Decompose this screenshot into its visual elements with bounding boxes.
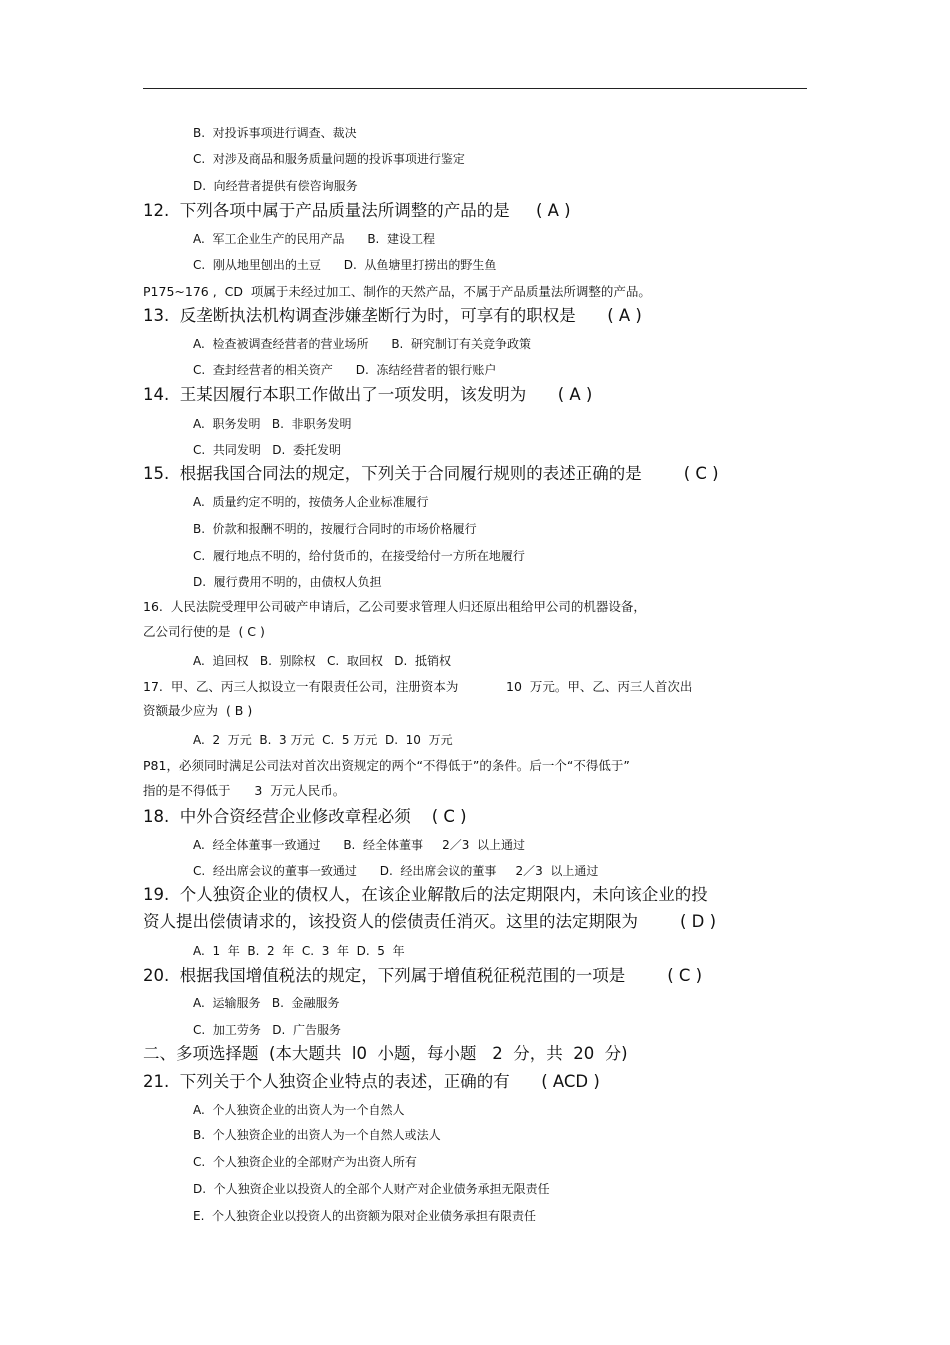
option-line: A. 追回权 B. 别除权 C. 取回权 D. 抵销权: [193, 654, 451, 668]
option-line: B. 对投诉事项进行调查、裁决: [193, 126, 357, 140]
option-line: C. 加工劳务 D. 广告服务: [193, 1023, 341, 1037]
option-line: D. 履行费用不明的，由债权人负担: [193, 575, 382, 589]
question-line: 19. 个人独资企业的债权人，在该企业解散后的法定期限内，未向该企业的投: [143, 885, 708, 904]
question-line: 21. 下列关于个人独资企业特点的表述，正确的有 ( ACD ): [143, 1072, 600, 1091]
option-line: A. 职务发明 B. 非职务发明: [193, 417, 352, 431]
option-line: E. 个人独资企业以投资人的出资额为限对企业债务承担有限责任: [193, 1209, 537, 1223]
option-line: A. 2 万元 B. 3 万元 C. 5 万元 D. 10 万元: [193, 733, 453, 747]
option-line: A. 1 年 B. 2 年 C. 3 年 D. 5 年: [193, 944, 405, 958]
option-line: A. 质量约定不明的，按债务人企业标准履行: [193, 495, 429, 509]
question-line: 资额最少应为 ( B ): [143, 703, 253, 718]
note-line: P81，必须同时满足公司法对首次出资规定的两个“不得低于”的条件。后一个“不得低于”: [143, 758, 630, 773]
note-line: 指的是不得低于 3 万元人民币。: [143, 783, 346, 798]
option-line: A. 个人独资企业的出资人为一个自然人: [193, 1103, 405, 1117]
option-line: C. 刚从地里刨出的土豆 D. 从鱼塘里打捞出的野生鱼: [193, 258, 497, 272]
header-rule: [143, 88, 807, 89]
question-line: 13. 反垄断执法机构调查涉嫌垄断行为时，可享有的职权是 ( A ): [143, 306, 642, 325]
option-line: C. 共同发明 D. 委托发明: [193, 443, 341, 457]
option-line: A. 军工企业生产的民用产品 B. 建设工程: [193, 232, 436, 246]
note-line: P175~176 , CD 项属于未经过加工、制作的天然产品，不属于产品质量法所调整的产品。: [143, 284, 651, 299]
question-line: 20. 根据我国增值税法的规定，下列属于增值税征税范围的一项是 ( C ): [143, 966, 703, 985]
option-line: B. 个人独资企业的出资人为一个自然人或法人: [193, 1128, 441, 1142]
question-line: 17. 甲、乙、丙三人拟设立一有限责任公司，注册资本为 10 万元。甲、乙、丙三人首次出: [143, 679, 693, 694]
option-line: D. 个人独资企业以投资人的全部个人财产对企业债务承担无限责任: [193, 1182, 550, 1196]
option-line: C. 履行地点不明的，给付货币的，在接受给付一方所在地履行: [193, 549, 525, 563]
question-line: 16. 人民法院受理甲公司破产申请后，乙公司要求管理人归还原出租给甲公司的机器设备，: [143, 599, 646, 614]
question-line: 14. 王某因履行本职工作做出了一项发明，该发明为 ( A ): [143, 385, 593, 404]
option-line: D. 向经营者提供有偿咨询服务: [193, 179, 358, 193]
option-line: A. 检查被调查经营者的营业场所 B. 研究制订有关竞争政策: [193, 337, 532, 351]
option-line: B. 价款和报酬不明的，按履行合同时的市场价格履行: [193, 522, 477, 536]
option-line: A. 运输服务 B. 金融服务: [193, 996, 340, 1010]
question-line: 乙公司行使的是 ( C ): [143, 624, 265, 639]
section-heading: 二、多项选择题 (本大题共 l0 小题，每小题 2 分，共 20 分): [143, 1044, 628, 1063]
option-line: C. 经出席会议的董事一致通过 D. 经出席会议的董事 2／3 以上通过: [193, 864, 599, 878]
option-line: C. 个人独资企业的全部财产为出资人所有: [193, 1155, 417, 1169]
option-line: C. 查封经营者的相关资产 D. 冻结经营者的银行账户: [193, 363, 497, 377]
option-line: A. 经全体董事一致通过 B. 经全体董事 2／3 以上通过: [193, 838, 525, 852]
option-line: C. 对涉及商品和服务质量问题的投诉事项进行鉴定: [193, 152, 465, 166]
question-line: 12. 下列各项中属于产品质量法所调整的产品的是 ( A ): [143, 201, 571, 220]
question-line: 18. 中外合资经营企业修改章程必须 ( C ): [143, 807, 467, 826]
question-line: 15. 根据我国合同法的规定，下列关于合同履行规则的表述正确的是 ( C ): [143, 464, 719, 483]
question-line: 资人提出偿债请求的，该投资人的偿债责任消灭。这里的法定期限为 ( D ): [143, 912, 717, 931]
